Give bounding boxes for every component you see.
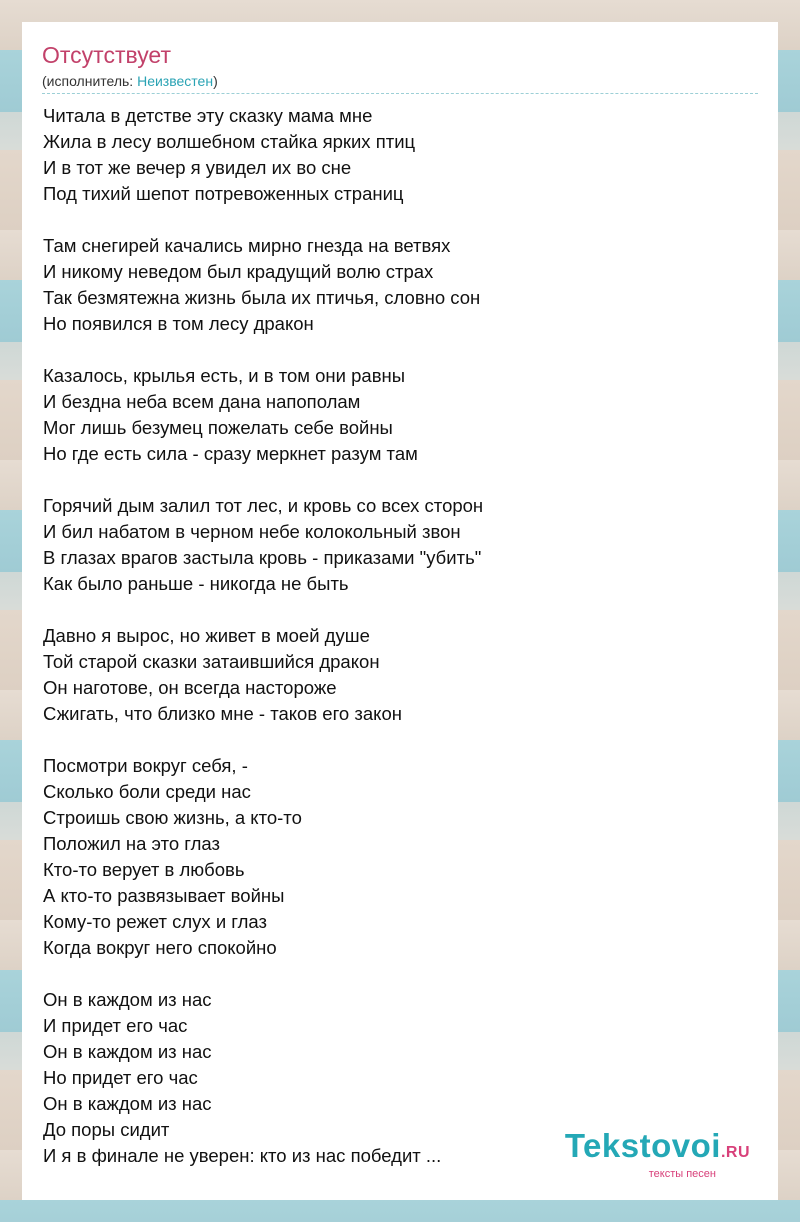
lyrics-line: Давно я вырос, но живет в моей душе <box>43 625 370 646</box>
lyrics-line: Он наготове, он всегда настороже <box>43 677 337 698</box>
lyrics-line: И бил набатом в черном небе колокольный звон <box>43 521 461 542</box>
lyrics-line: И никому неведом был крадущий волю страх <box>43 261 434 282</box>
lyrics-line: Той старой сказки затаившийся дракон <box>43 651 380 672</box>
lyrics-line: И в тот же вечер я увидел их во сне <box>43 157 352 178</box>
lyrics-line: Как было раньше - никогда не быть <box>43 573 349 594</box>
lyrics-line: Кому-то режет слух и глаз <box>43 911 267 932</box>
lyrics-line: Сжигать, что близко мне - таков его закон <box>43 703 402 724</box>
lyrics-line: До поры сидит <box>43 1119 170 1140</box>
lyrics-line: Но появился в том лесу дракон <box>43 313 314 334</box>
lyrics-line: Строишь свою жизнь, а кто-то <box>43 807 302 828</box>
lyrics-line: Когда вокруг него спокойно <box>43 937 277 958</box>
artist-prefix: (исполнитель: <box>42 73 138 89</box>
logo-tld: .RU <box>720 1144 750 1161</box>
lyrics-line: В глазах врагов застыла кровь - приказами "убить" <box>43 547 482 568</box>
lyrics-line: Читала в детстве эту сказку мама мне <box>43 105 373 126</box>
lyrics-line: Мог лишь безумец пожелать себе войны <box>43 417 393 438</box>
lyrics-line: Так безмятежна жизнь была их птичья, словно сон <box>43 287 481 308</box>
lyrics-line: Он в каждом из нас <box>43 989 212 1010</box>
lyrics-line: Он в каждом из нас <box>43 1093 212 1114</box>
lyrics-line: Под тихий шепот потревоженных страниц <box>43 183 404 204</box>
lyrics-card <box>22 22 778 1200</box>
lyrics-line: Положил на это глаз <box>43 833 220 854</box>
lyrics-line: А кто-то развязывает войны <box>43 885 285 906</box>
lyrics-stanza <box>43 623 763 727</box>
lyrics-line: И я в финале не уверен: кто из нас победит ... <box>43 1145 442 1166</box>
lyrics-line: Он в каждом из нас <box>43 1041 212 1062</box>
artist-suffix: ) <box>213 73 218 89</box>
lyrics-line: Посмотри вокруг себя, - <box>43 755 248 776</box>
artist-link[interactable]: Неизвестен <box>137 73 214 89</box>
lyrics-line: Но где есть сила - сразу меркнет разум там <box>43 443 418 464</box>
lyrics-stanza <box>43 363 763 467</box>
lyrics-text <box>43 103 763 1169</box>
lyrics-line: Но придет его час <box>43 1067 198 1088</box>
lyrics-stanza <box>43 493 763 597</box>
lyrics-line: Кто-то верует в любовь <box>43 859 245 880</box>
lyrics-line: Горячий дым залил тот лес, и кровь со всех сторон <box>43 495 484 516</box>
lyrics-line: Жила в лесу волшебном стайка ярких птиц <box>43 131 416 152</box>
lyrics-line: И придет его час <box>43 1015 188 1036</box>
logo-text: Tekstovoi <box>564 1127 721 1164</box>
lyrics-line: И бездна неба всем дана напополам <box>43 391 361 412</box>
lyrics-stanza <box>43 753 763 961</box>
artist-line <box>42 73 218 89</box>
title-divider <box>42 93 758 94</box>
lyrics-line: Там снегирей качались мирно гнезда на ветвях <box>43 235 451 256</box>
lyrics-stanza <box>43 233 763 337</box>
site-logo[interactable] <box>565 1129 750 1180</box>
song-title: Отсутствует <box>42 42 171 68</box>
logo-subtitle: тексты песен <box>648 1168 716 1180</box>
lyrics-stanza <box>43 103 763 207</box>
lyrics-line: Казалось, крылья есть, и в том они равны <box>43 365 406 386</box>
lyrics-line: Сколько боли среди нас <box>43 781 251 802</box>
